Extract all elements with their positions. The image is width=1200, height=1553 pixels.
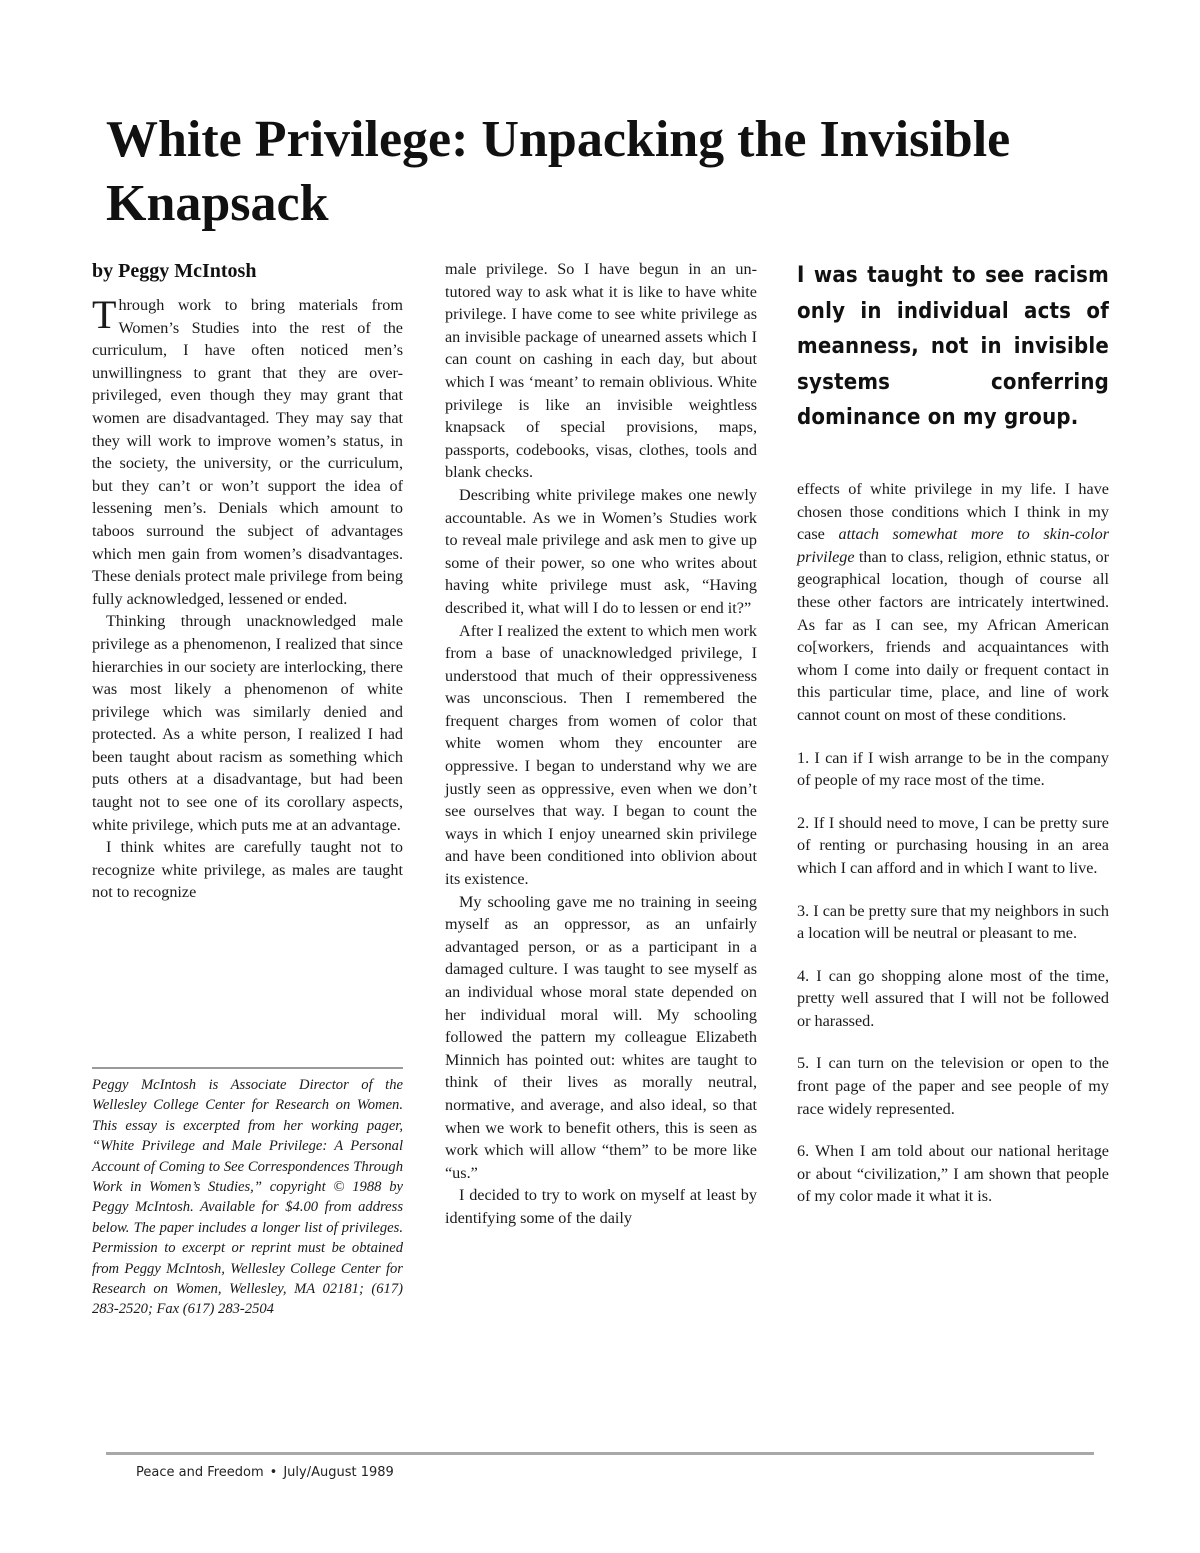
emphasis-text: attach somewhat more to skin-color privilege xyxy=(797,525,1109,566)
column-right xyxy=(797,478,1109,1208)
page-footer xyxy=(136,1465,394,1480)
bio-divider xyxy=(92,1067,403,1069)
list-item: 1. I can if I wish arrange to be in the company of people of my race most of the time. xyxy=(797,748,1109,790)
paragraph-text: effects of white privilege in my life. I have chosen those conditions which I think in my case xyxy=(797,480,1109,544)
footer-divider xyxy=(106,1452,1094,1455)
paragraph: Describing white privilege makes one newly accountable. As we in Women’s Studies work to reveal male privilege and ask men to give up some of their power, so one who writes about having white privilege must ask, “Having described it, what will I do to lessen or end it?” xyxy=(445,485,757,617)
paragraph: I think whites are carefully taught not to recognize white privilege, as males are taught not to recognize xyxy=(92,838,403,902)
list-item: 4. I can go shopping alone most of the time, pretty well assured that I will not be followed or harassed. xyxy=(797,966,1109,1030)
list-item: 2. If I should need to move, I can be pretty sure of renting or purchasing housing in an area which I can afford and in which I want to live. xyxy=(797,813,1109,877)
publication-name: Peace and Freedom xyxy=(136,1465,264,1480)
paragraph: Thinking through unacknowledged male privilege as a phenomenon, I realized that since hierarchies in our society are interlocking, there was most likely a phenomenon of white privilege which was similarly denied and protected. As a white person, I realized I had been taught about racism as something which puts others at a disadvantage, but had been taught not to see one of its corollary aspects, white privilege, which puts me at an advantage. xyxy=(92,612,403,834)
list-item: 5. I can turn on the television or open to the front page of the paper and see people of my race widely represented. xyxy=(797,1054,1109,1118)
list-item: 3. I can be pretty sure that my neighbors in such a location will be neutral or pleasant to me. xyxy=(797,901,1109,943)
article-title: White Privilege: Unpacking the Invisible Knapsack xyxy=(106,111,1011,232)
pull-quote: I was taught to see racism only in individual acts of meanness, not in invisible systems conferring dominance on my group. xyxy=(797,263,1109,430)
paragraph-text: hrough work to bring materials from Women’s Studies into the rest of the curriculum, I have often noticed men’s unwillingness to grant that they are over-privileged, even though they may grant that women are disadvantaged. They may say that they will work to improve women’s status, in the society, the university, or the curriculum, but they can’t or won’t support the idea of lessening men’s. Denials which amount to taboos surround the subject of advantages which men gain from women’s disadvantages. These denials protect male privilege from being fully acknowledged, lessened or ended. xyxy=(92,296,403,608)
paragraph xyxy=(92,294,403,610)
paragraph xyxy=(797,478,1109,727)
bullet-separator: • xyxy=(269,1465,278,1480)
list-item: 6. When I am told about our national heritage or about “civilization,” I am shown that people of my color made it what it is. xyxy=(797,1142,1109,1206)
paragraph: My schooling gave me no training in seeing myself as an oppressor, as an unfairly advantaged person, or as a participant in a damaged culture. I was taught to see myself as an individual whose moral state depended on her individual moral will. My schooling followed the pattern my colleague Elizabeth Minnich has pointed out: whites are taught to think of their lives as morally neutral, normative, and average, and also ideal, so that when we work to benefit others, this is seen as work which will allow “them” to be more like “us.” xyxy=(445,892,757,1182)
paragraph-text: than to class, religion, ethnic status, or geographical location, though of course all these other factors are intricately intertwined. As far as I can see, my African American co[workers, friends and acquaintances with whom I come into daily or frequent contact in this particular time, place, and line of work cannot count on most of these conditions. xyxy=(797,547,1109,724)
paragraph: After I realized the extent to which men work from a base of unacknowledged privilege, I understood that much of their oppressiveness was unconscious. Then I remembered the frequent charges from women of color that white women whom they encounter are oppressive. I began to understand why we are justly seen as oppressive, even when we don’t see ourselves that way. I began to count the ways in which I enjoy unearned skin privilege and have been conditioned into oblivion about its existence. xyxy=(445,621,757,889)
column-left xyxy=(92,258,403,904)
paragraph: male privilege. So I have begun in an un-tutored way to ask what it is like to have white privilege. I have come to see white privilege as an invisible package of unearned assets which I can count on cashing in each day, but about which I was ‘meant’ to remain oblivious. White privilege is like an invisible weightless knapsack of special provisions, maps, passports, codebooks, visas, clothes, tools and blank checks. xyxy=(445,260,757,482)
paragraph: I decided to try to work on myself at least by identifying some of the daily xyxy=(445,1186,757,1227)
author-bio: Peggy McIntosh is Associate Director of the Wellesley College Center for Research on Women. This essay is excerpted from her working pager, “White Privilege and Male Privilege: A Personal Account of Coming to See Correspondences Through Work in Women’s Studies,” copyright © 1988 by Peggy McIntosh. Available for $4.00 from address below. The paper includes a longer list of privileges. Permission to excerpt or reprint must be obtained from Peggy McIntosh, Wellesley College Center for Research on Women, Wellesley, MA 02181; (617) 283-2520; Fax (617) 283-2504 xyxy=(92,1077,403,1318)
column-middle xyxy=(445,258,757,1230)
byline: by Peggy McIntosh xyxy=(92,260,257,282)
drop-cap: T xyxy=(92,292,117,337)
issue-date: July/August 1989 xyxy=(283,1465,394,1480)
